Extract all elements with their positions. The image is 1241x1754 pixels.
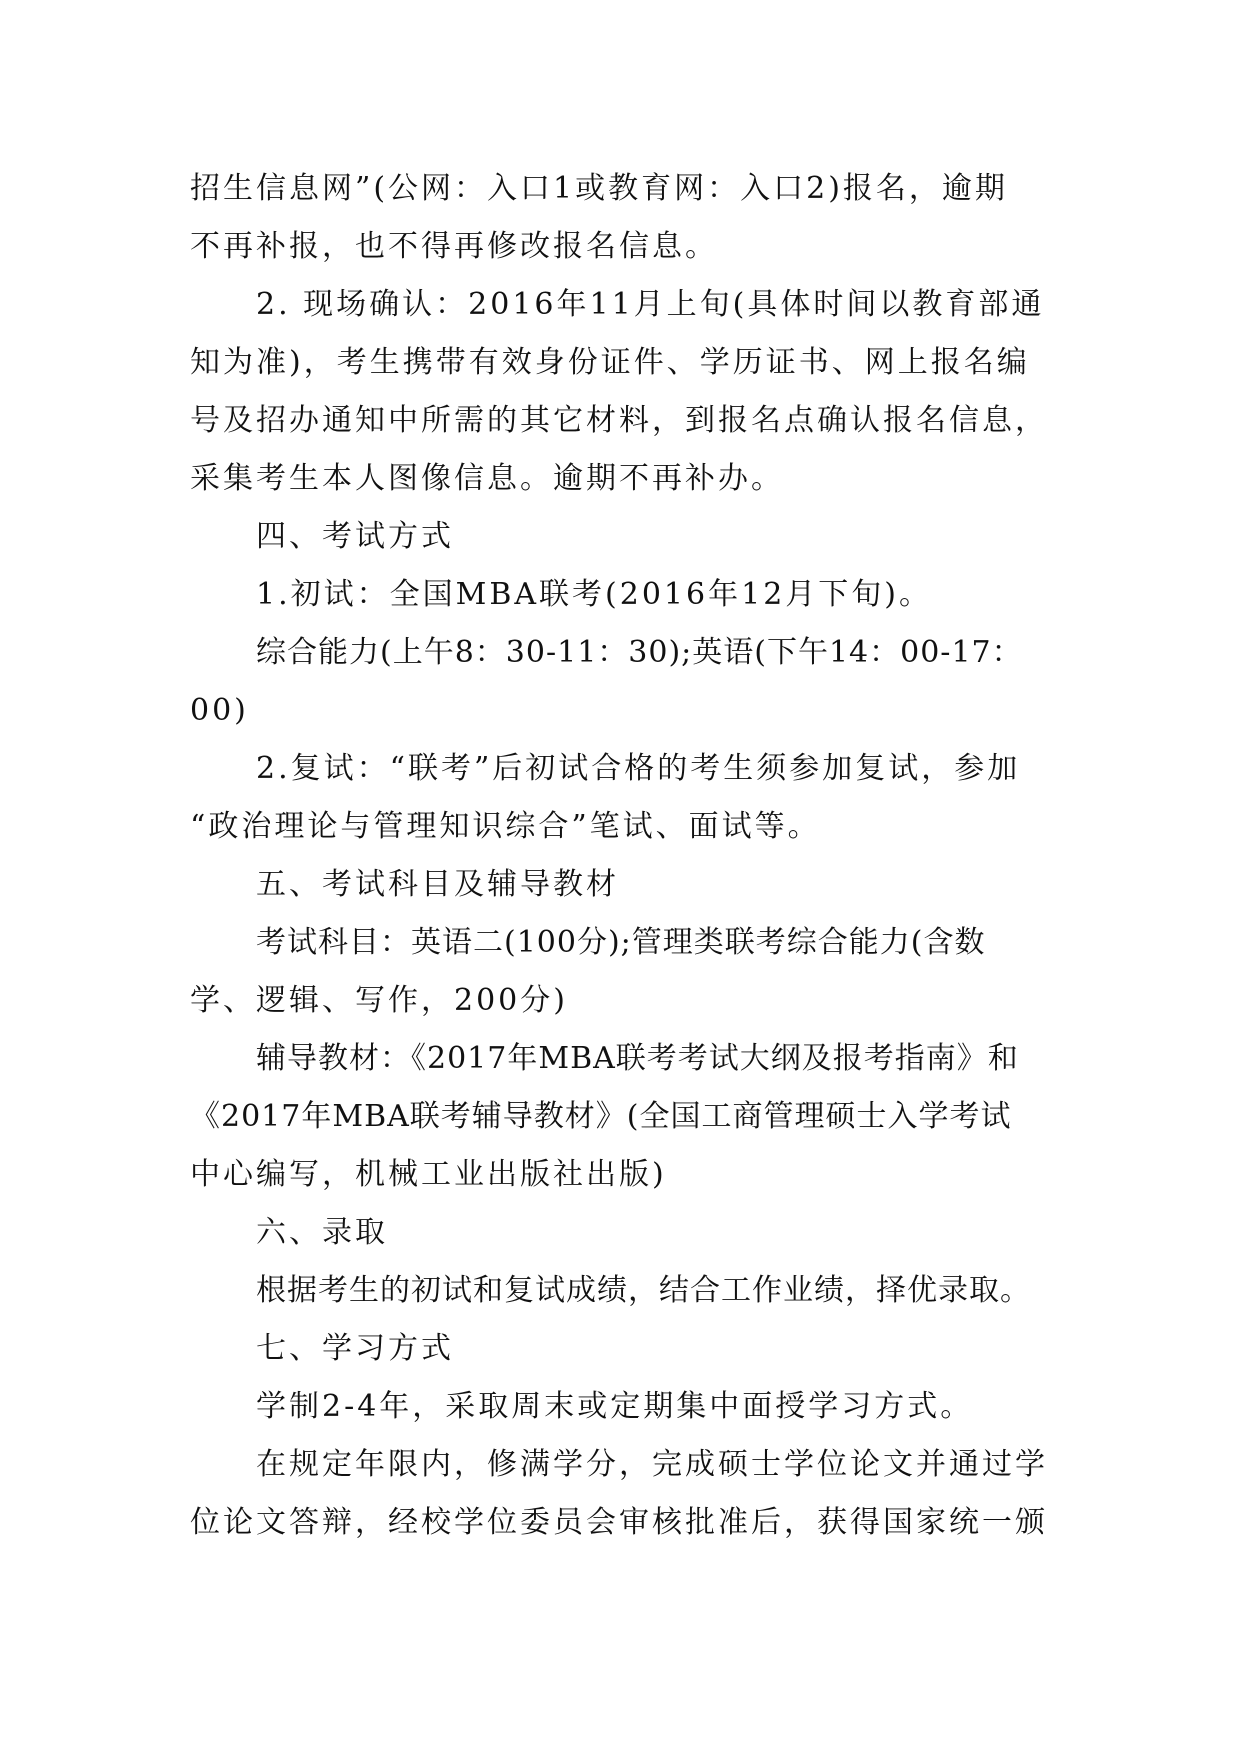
section-heading: 七、学习方式 xyxy=(256,1331,454,1366)
text-line: 在规定年限内，修满学分，完成硕士学位论文并通过学 xyxy=(256,1447,1048,1482)
text-line: 采集考生本人图像信息。逾期不再补办。 xyxy=(190,461,784,496)
text-line: 根据考生的初试和复试成绩，结合工作业绩，择优录取。 xyxy=(256,1273,1031,1308)
section-heading: 四、考试方式 xyxy=(256,519,454,554)
text-line: 学制2-4年，采取周末或定期集中面授学习方式。 xyxy=(256,1389,974,1424)
text-line: 《2017年MBA联考辅导教材》(全国工商管理硕士入学考试 xyxy=(190,1099,1012,1134)
text-line: 不再补报，也不得再修改报名信息。 xyxy=(190,229,718,264)
text-line: 综合能力(上午8：30-11：30);英语(下午14：00-17： xyxy=(256,635,1023,670)
text-line: 1.初试：全国MBA联考(2016年12月下旬)。 xyxy=(256,577,932,612)
text-line: 知为准)，考生携带有效身份证件、学历证书、网上报名编 xyxy=(190,345,1030,380)
text-line: 中心编写，机械工业出版社出版) xyxy=(190,1157,667,1192)
text-line: 00) xyxy=(190,693,249,728)
text-line: 学、逻辑、写作，200分) xyxy=(190,983,568,1018)
text-line: 2. 现场确认：2016年11月上旬(具体时间以教育部通 xyxy=(256,287,1045,322)
text-line: 号及招办通知中所需的其它材料，到报名点确认报名信息， xyxy=(190,403,1048,438)
text-line: 招生信息网”(公网：入口1或教育网：入口2)报名，逾期 xyxy=(190,171,1008,206)
section-heading: 五、考试科目及辅导教材 xyxy=(256,867,619,902)
document-body xyxy=(190,160,1050,1552)
text-line: 辅导教材：《2017年MBA联考考试大纲及报考指南》和 xyxy=(256,1041,1019,1076)
text-line: “政治理论与管理知识综合”笔试、面试等。 xyxy=(190,809,821,844)
text-line: 位论文答辩，经校学位委员会审核批准后，获得国家统一颁 xyxy=(190,1505,1048,1540)
text-line: 2.复试：“联考”后初试合格的考生须参加复试，参加 xyxy=(256,751,1021,786)
section-heading: 六、录取 xyxy=(256,1215,388,1250)
text-line: 考试科目：英语二(100分);管理类联考综合能力(含数 xyxy=(256,925,986,960)
